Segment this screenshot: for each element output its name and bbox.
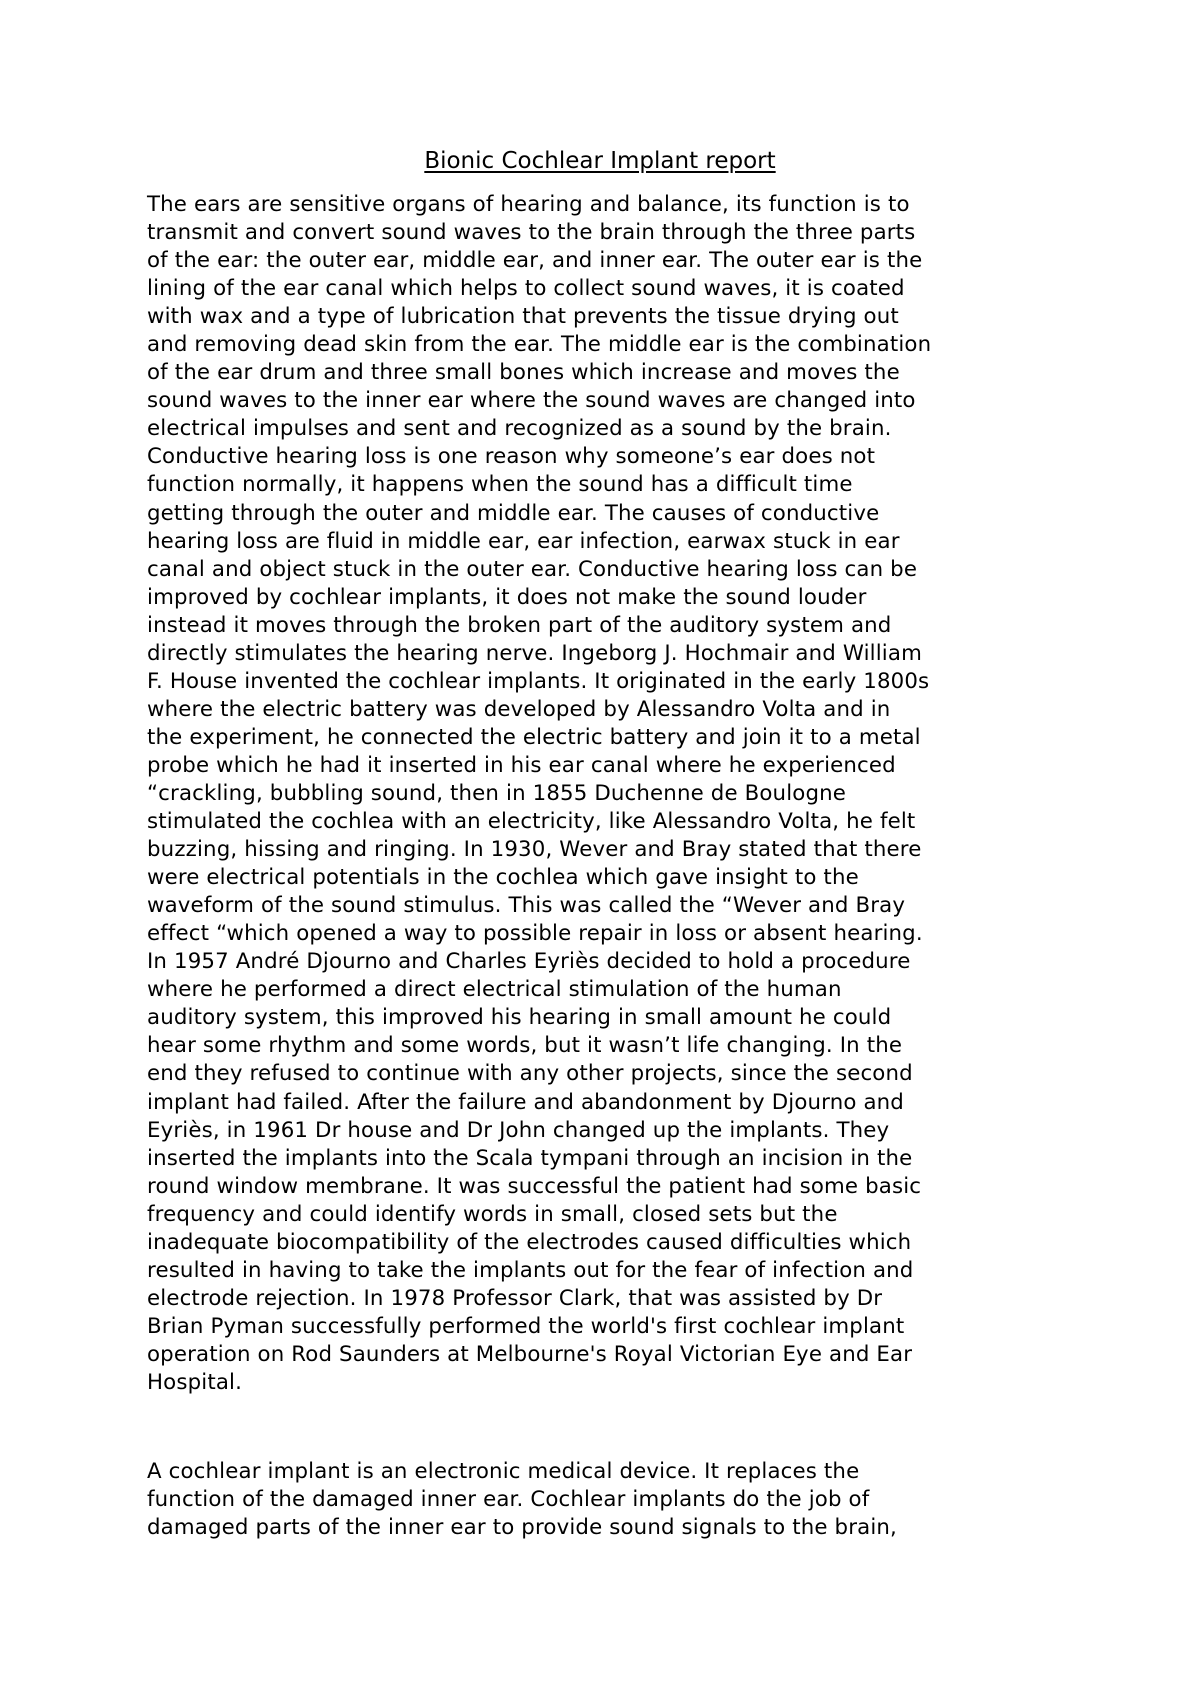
page-title-text: Bionic Cochlear Implant report: [424, 148, 776, 174]
page-title: [0, 146, 1200, 176]
body-paragraph: The ears are sensitive organs of hearing and balance, its function is to transmit and convert sound waves to the brain through the three parts of the ear: the outer ear, middle ear, and inner ear. The outer ear is the lining of the ear canal which helps to collect sound waves, it is coated with wax and a type of lubrication that prevents the tissue drying out and removing dead skin from the ear. The middle ear is the combination of the ear drum and three small bones which increase and moves the sound waves to the inner ear where the sound waves are changed into electrical impulses and sent and recognized as a sound by the brain. Conductive hearing loss is one reason why someone’s ear does not function normally, it happens when the sound has a difficult time getting through the outer and middle ear. The causes of conductive hearing loss are fluid in middle ear, ear infection, earwax stuck in ear canal and object stuck in the outer ear. Conductive hearing loss can be improved by cochlear implants, it does not make the sound louder instead it moves through the broken part of the auditory system and directly stimulates the hearing nerve. Ingeborg J. Hochmair and William F. House invented the cochlear implants. It originated in the early 1800s where the electric battery was developed by Alessandro Volta and in the experiment, he connected the electric battery and join it to a metal probe which he had it inserted in his ear canal where he experienced “crackling, bubbling sound, then in 1855 Duchenne de Boulogne stimulated the cochlea with an electricity, like Alessandro Volta, he felt buzzing, hissing and ringing. In 1930, Wever and Bray stated that there were electrical potentials in the cochlea which gave insight to the waveform of the sound stimulus. This was called the “Wever and Bray effect “which opened a way to possible repair in loss or absent hearing. In 1957 André Djourno and Charles Eyriès decided to hold a procedure where he performed a direct electrical stimulation of the human auditory system, this improved his hearing in small amount he could hear some rhythm and some words, but it wasn’t life changing. In the end they refused to continue with any other projects, since the second implant had failed. After the failure and abandonment by Djourno and Eyriès, in 1961 Dr house and Dr John changed up the implants. They inserted the implants into the Scala tympani through an incision in the round window membrane. It was successful the patient had some basic frequency and could identify words in small, closed sets but the inadequate biocompatibility of the electrodes caused difficulties which resulted in having to take the implants out for the fear of infection and electrode rejection. In 1978 Professor Clark, that was assisted by Dr Brian Pyman successfully performed the world's first cochlear implant operation on Rod Saunders at Melbourne's Royal Victorian Eye and Ear Hospital.: [147, 192, 932, 1395]
body-paragraph: A cochlear implant is an electronic medical device. It replaces the function of the damaged inner ear. Cochlear implants do the job of damaged parts of the inner ear to provide sound signals to the brain,: [147, 1459, 897, 1541]
